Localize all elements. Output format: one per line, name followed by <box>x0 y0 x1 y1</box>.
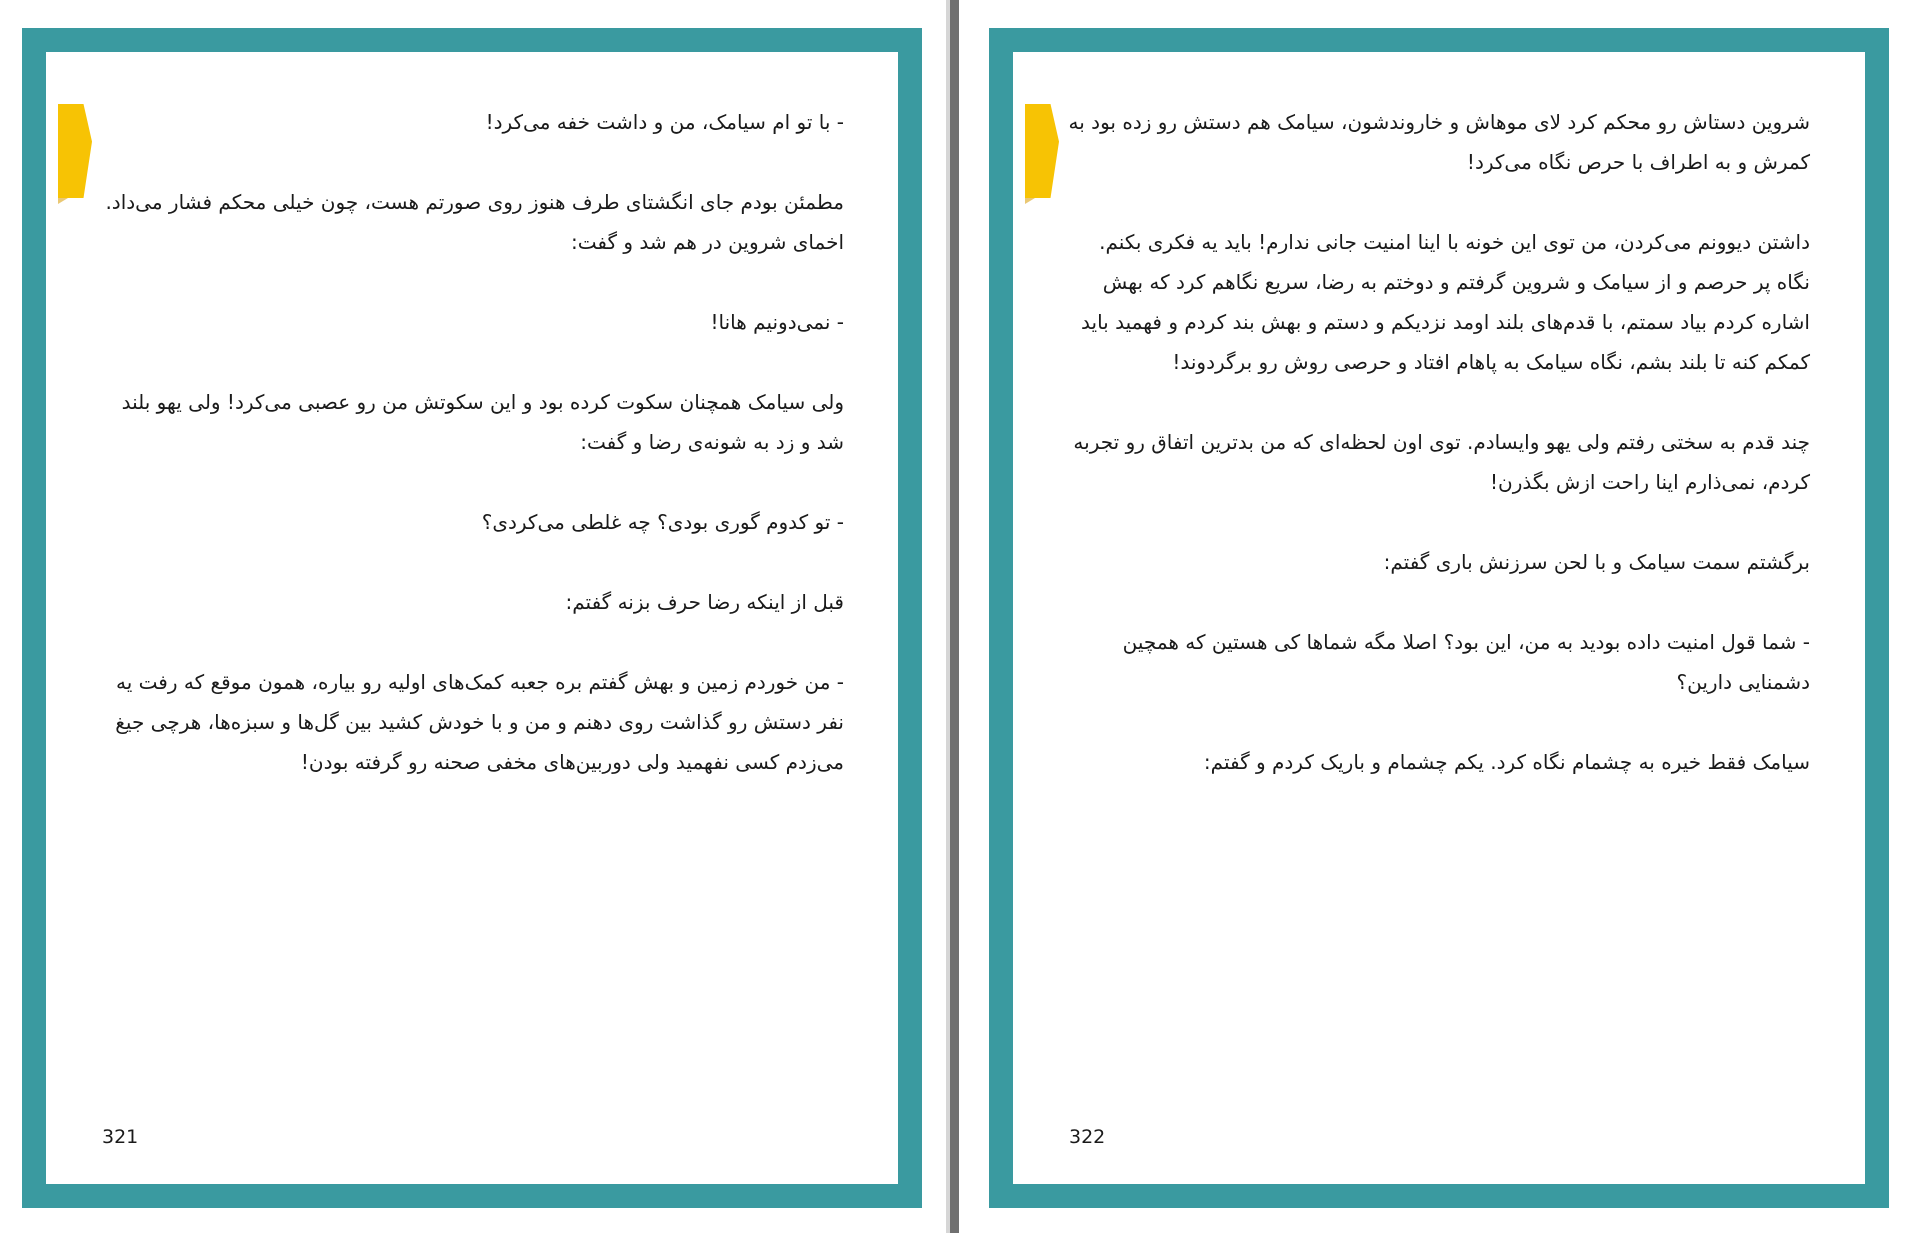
page-number: 322 <box>1069 1126 1106 1148</box>
paragraph: قبل از اینکه رضا حرف بزنه گفتم: <box>565 590 844 614</box>
paragraph: شروین دستاش رو محکم کرد لای موهاش و خاروندشون، سیامک هم دستش رو زده بود به کمرش و به اطراف با حرص نگاه می‌کرد! <box>1068 110 1810 174</box>
bookmark-tab-icon <box>58 104 92 198</box>
paragraph: - نمی‌دونیم هانا! <box>710 310 844 334</box>
page-321-body <box>46 52 898 1184</box>
page-322 <box>989 28 1889 1208</box>
paragraph: چند قدم به سختی رفتم ولی یهو وایسادم. توی اون لحظه‌ای که من بدترین اتفاق رو تجربه کردم، نمی‌ذارم اینا راحت ازش بگذرن! <box>1073 430 1810 494</box>
paragraph: - تو کدوم گوری بودی؟ چه غلطی می‌کردی؟ <box>481 510 844 534</box>
paragraph: مطمئن بودم جای انگشتای طرف هنوز روی صورتم هست، چون خیلی محکم فشار می‌داد. اخمای شروین در هم شد و گفت: <box>105 190 844 254</box>
paragraph: - شما قول امنیت داده بودید به من، این بود؟ اصلا مگه شماها کی هستین که همچین دشمنایی دارین؟ <box>1122 630 1810 694</box>
page-322-text <box>1067 102 1810 782</box>
viewer-gutter <box>950 0 959 1233</box>
page-number: 321 <box>102 1126 139 1148</box>
paragraph: - با تو ام سیامک، من و داشت خفه می‌کرد! <box>485 110 844 134</box>
bookmark-tab-icon <box>1025 104 1059 198</box>
page-321-text <box>100 102 844 782</box>
paragraph: داشتن دیوونم می‌کردن، من توی این خونه با اینا امنیت جانی ندارم! باید یه فکری بکنم. نگاه پر حرصم و از سیامک و شروین گرفتم و دوختم به رضا، سریع نگاهم کرد که بهش اشاره کردم بیاد سمتم، با قدم‌های بلند اومد نزدیکم و دستم و بهش بند کردم و فهمید باید کمکم کنه تا بلند بشم، نگاه سیامک به پاهام افتاد و حرصی روش رو برگردوند! <box>1081 230 1810 374</box>
page-322-body <box>1013 52 1865 1184</box>
paragraph: برگشتم سمت سیامک و با لحن سرزنش باری گفتم: <box>1383 550 1810 574</box>
page-321 <box>22 28 922 1208</box>
paragraph: - من خوردم زمین و بهش گفتم بره جعبه کمک‌های اولیه رو بیاره، همون موقع که رفت یه نفر دستش رو گذاشت روی دهنم و من و با خودش کشید بین گل‌ها و سبزه‌ها، هرچی جیغ می‌زدم کسی نفهمید ولی دوربین‌های مخفی صحنه رو گرفته بودن! <box>115 670 844 774</box>
paragraph: سیامک فقط خیره به چشمام نگاه کرد. یکم چشمام و باریک کردم و گفتم: <box>1203 750 1810 774</box>
paragraph: ولی سیامک همچنان سکوت کرده بود و این سکوتش من رو عصبی می‌کرد! ولی یهو بلند شد و زد به شونه‌ی رضا و گفت: <box>121 390 844 454</box>
